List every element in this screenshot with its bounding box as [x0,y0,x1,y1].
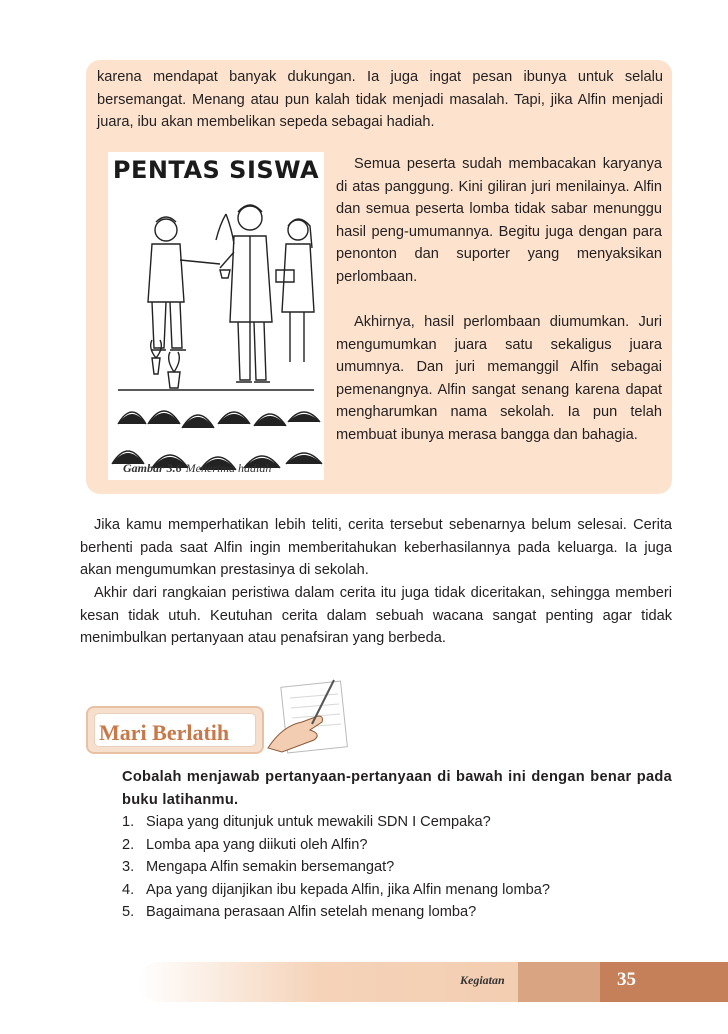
caption-text: Menerima hadiah [185,461,272,475]
page-number: 35 [617,969,636,990]
question-list [122,811,550,924]
list-item: 4. Apa yang dijanjikan ibu kepada Alfin, jika Alfin menang lomba? [122,881,551,898]
story-para-2: Akhirnya, hasil perlombaan diumumkan. Juri mengumumkan juara satu sekaligus juara umumnya. Dan juri memanggil Alfin sebagai pemenangnya. Alfin sangat senang karena dapat mengharumkan nama sekolah. Ia pun telah membuat ibunya merasa bangga dan bahagia. [336,314,662,443]
footer-section-label: Kegiatan [460,973,505,987]
writing-hand-icon [262,676,354,756]
exercise-title: Mari Berlatih [99,720,230,745]
exercise-header [86,706,264,754]
body-para-1: Jika kamu memperhatikan lebih teliti, cerita tersebut sebenarnya belum selesai. Cerita berhenti pada saat Alfin ingin memberitahukan keberhasilannya pada keluarga. Ia juga akan mengumumkan prestasinya di sekolah. [80,517,672,579]
illustration-banner: PENTAS SISWA [112,156,320,184]
illustration [108,152,324,480]
figure-caption [123,461,271,476]
story-para-1: Semua peserta sudah membacakan karyanya di atas panggung. Kini giliran juri menilainya. Alfin dan semua peserta lomba tidak sabar menunggu hasil peng-umumannya. Begitu juga dengan para penonton dan suporter yang menyaksikan perlombaan. [336,156,662,285]
story-intro: karena mendapat banyak dukungan. Ia juga ingat pesan ibunya untuk selalu bersemangat. Menang atau pun kalah tidak menjadi masalah. Tapi, jika Alfin menjadi juara, ibu akan membelikan sepeda sebagai hadiah. [97,69,663,131]
list-item: 3. Mengapa Alfin semakin bersemangat? [122,859,395,876]
caption-label: Gambar 3.6 [123,461,182,475]
list-item: 2. Lomba apa yang diikuti oleh Alfin? [122,836,368,853]
award-ceremony-drawing [108,152,324,480]
exercise-instruction: Cobalah menjawab pertanyaan-pertanyaan di bawah ini dengan benar pada buku latihanmu. [122,769,672,808]
list-item: 5. Bagaimana perasaan Alfin setelah menang lomba? [122,904,477,921]
list-item: 1. Siapa yang ditunjuk untuk mewakili SDN I Cempaka? [122,814,491,830]
footer-accent-block [518,962,600,1002]
body-para-2: Akhir dari rangkaian peristiwa dalam cerita itu juga tidak diceritakan, sehingga memberi kesan tidak utuh. Keutuhan cerita dalam sebuah wacana sangat penting agar tidak menimbulkan pertanyaan atau penafsiran yang berbeda. [80,585,672,647]
